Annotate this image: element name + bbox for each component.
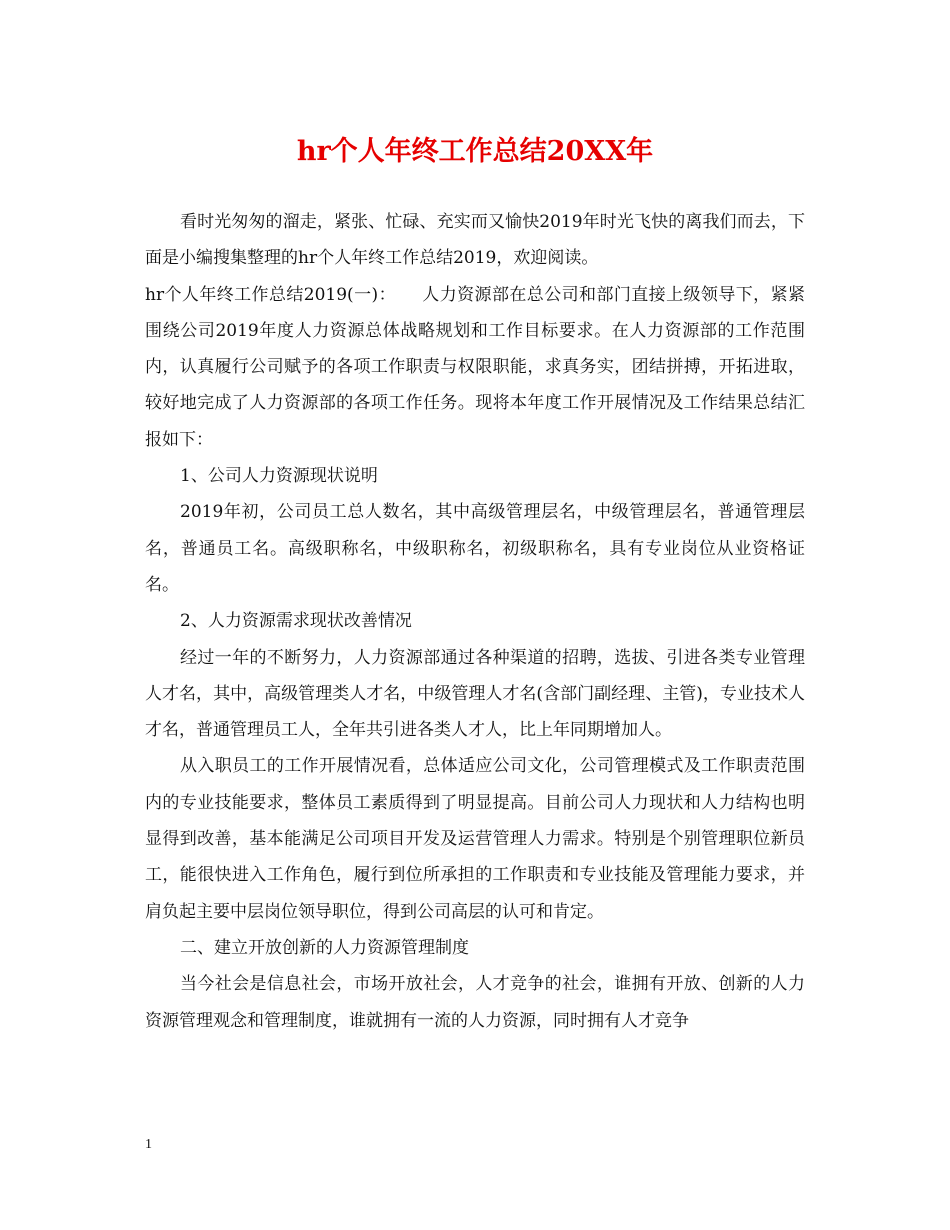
paragraph: 从入职员工的工作开展情况看，总体适应公司文化，公司管理模式及工作职责范围内的专业技能要求，整体员工素质得到了明显提高。目前公司人力现状和人力结构也明显得到改善，基本能满足公司项目开发及运营管理人力需求。特别是个别管理职位新员工，能很快进入工作角色，履行到位所承担的工作职责和专业技能及管理能力要求，并肩负起主要中层岗位领导职位，得到公司高层的认可和肯定。 [145,756,805,922]
paragraph: 2、人力资源需求现状改善情况 [180,611,412,632]
document-body [145,204,805,1039]
paragraph: 经过一年的不断努力，人力资源部通过各种渠道的招聘，选拔、引进各类专业管理人才名，其中，高级管理类人才名，中级管理人才名(含部门副经理、主管)，专业技术人才名，普通管理员工人，全年共引进各类人才人，比上年同期增加人。 [145,647,805,741]
document-title: hr个人年终工作总结20XX年 [296,136,654,167]
paragraph: 当今社会是信息社会，市场开放社会，人才竞争的社会，谁拥有开放、创新的人力资源管理观念和管理制度，谁就拥有一流的人力资源，同时拥有人才竞争 [145,974,805,1031]
paragraph: 1、公司人力资源现状说明 [180,466,378,487]
paragraph: 看时光匆匆的溜走，紧张、忙碌、充实而又愉快2019年时光飞快的离我们而去，下面是小编搜集整理的hr个人年终工作总结2019，欢迎阅读。 [145,212,805,269]
paragraph: hr个人年终工作总结2019(一)： 人力资源部在总公司和部门直接上级领导下，紧紧围绕公司2019年度人力资源总体战略规划和工作目标要求。在人力资源部的工作范围内，认真履行公司赋予的各项工作职责与权限职能，求真务实，团结拼搏，开拓进取，较好地完成了人力资源部的各项工作任务。现将本年度工作开展情况及工作结果总结汇报如下： [145,284,805,450]
paragraph: 二、建立开放创新的人力资源管理制度 [180,937,469,958]
page-number: 1 [145,1137,152,1152]
paragraph: 2019年初，公司员工总人数名，其中高级管理层名，中级管理层名，普通管理层名，普通员工名。高级职称名，中级职称名，初级职称名，具有专业岗位从业资格证名。 [145,502,805,595]
